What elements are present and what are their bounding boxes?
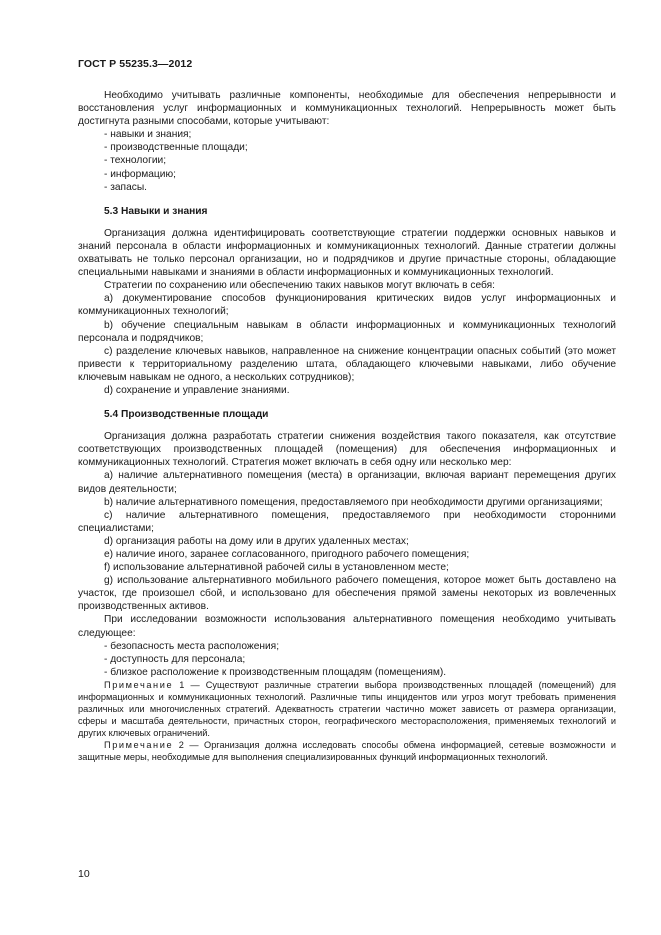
s53-item-a: a) документирование способов функционирования критических видов услуг информационных и коммуникационных технологий; — [78, 293, 616, 318]
document-header: ГОСТ Р 55235.3—2012 — [78, 58, 193, 70]
s54-item-a: a) наличие альтернативного помещения (места) в организации, включая вариант перемещения других видов деятельности; — [78, 470, 616, 495]
s53-item-b: b) обучение специальным навыкам в области информационных и коммуникационных технологий персонала и подрядчиков; — [78, 319, 616, 344]
s53-item-c: c) разделение ключевых навыков, направленное на снижение концентрации опасных событий (это может привести к территориальному разделению штата, обладающего ключевыми навыками, либо обучение ключевым навыкам не одного, а нескольких сотрудников); — [78, 345, 616, 383]
s54-item-b: b) наличие альтернативного помещения, предоставляемого при необходимости другими организациями; — [104, 496, 603, 508]
section-5-3-title: 5.3 Навыки и знания — [104, 205, 208, 217]
s54-list-item: - безопасность места расположения; — [104, 640, 280, 652]
document-body — [78, 89, 616, 763]
section-5-4-title: 5.4 Производственные площади — [104, 409, 269, 421]
s54-list-item: - близкое расположение к производственным площадям (помещениям). — [104, 666, 447, 678]
intro-paragraph: Необходимо учитывать различные компоненты, необходимые для обеспечения непрерывности и восстановления услуг информационных и коммуникационных технологий. Непрерывность может быть достигнута разными способами, которые учитывают: — [78, 90, 616, 128]
intro-item: - производственные площади; — [104, 142, 248, 154]
s54-item-d: d) организация работы на дому или в других удаленных местах; — [104, 535, 409, 547]
s54-item-g: g) использование альтернативного мобильного рабочего помещения, которое может быть доставлено на участок, где произошел сбой, и использовано для обеспечения прямой замены некоторых из вовлеченных производственных активов. — [78, 575, 616, 613]
intro-item: - информацию; — [104, 168, 176, 180]
note-1 — [78, 679, 616, 739]
intro-item: - навыки и знания; — [104, 129, 192, 141]
s54-paragraph-2: При исследовании возможности использования альтернативного помещения необходимо учитывать следующее: — [78, 614, 616, 639]
intro-item: - запасы. — [104, 181, 147, 193]
s54-item-e: e) наличие иного, заранее согласованного, пригодного рабочего помещения; — [104, 549, 470, 560]
s53-paragraph-1: Организация должна идентифицировать соответствующие стратегии поддержки основных навыков и знаний персонала в области информационных и коммуникационных технологий. Данные стратегии должны охватывать не только персонал организации, но и подрядчиков и другие причастные стороны, обладающие специальными навыками и знаниями в области информационных и коммуникационных технологий. — [78, 227, 616, 279]
note-1-label: Примечание — [104, 679, 174, 690]
intro-item: - технологии; — [104, 155, 167, 167]
page-number: 10 — [78, 868, 90, 880]
s53-item-d: d) сохранение и управление знаниями. — [104, 384, 290, 396]
note-2-label: Примечание — [104, 739, 174, 750]
note-2-text: 2 — Организация должна исследовать способы обмена информацией, сетевые возможности и защитные меры, необходимые для выполнения специализированных функций информационных технологий. — [78, 739, 616, 762]
s54-item-c: c) наличие альтернативного помещения, предоставляемого при необходимости сторонними специалистами; — [78, 509, 616, 534]
note-1-text: 1 — Существуют различные стратегии выбора производственных площадей (помещений) для информационных и коммуникационных технологий. Различные типы инцидентов или угроз могут требовать применения различных или многочисленных стратегий. Адекватность стратегии частично может зависеть от размера организации, сферы и масштаба деятельности, причастных сторон, географического месторасположения, применяемых технологий и других ключевых ограничений. — [78, 679, 616, 738]
s54-paragraph-1: Организация должна разработать стратегии снижения воздействия такого показателя, как отсутствие соответствующих производственных площадей (помещения) для обеспечения информационных и коммуникационных технологий. Стратегия может включать в себя одну или несколько мер: — [78, 431, 616, 469]
s54-item-f: f) использование альтернативной рабочей силы в установленном месте; — [104, 562, 449, 574]
note-2 — [78, 739, 616, 763]
s54-list-item: - доступность для персонала; — [104, 653, 246, 665]
s53-paragraph-2: Стратегии по сохранению или обеспечению таких навыков могут включать в себя: — [104, 280, 495, 292]
